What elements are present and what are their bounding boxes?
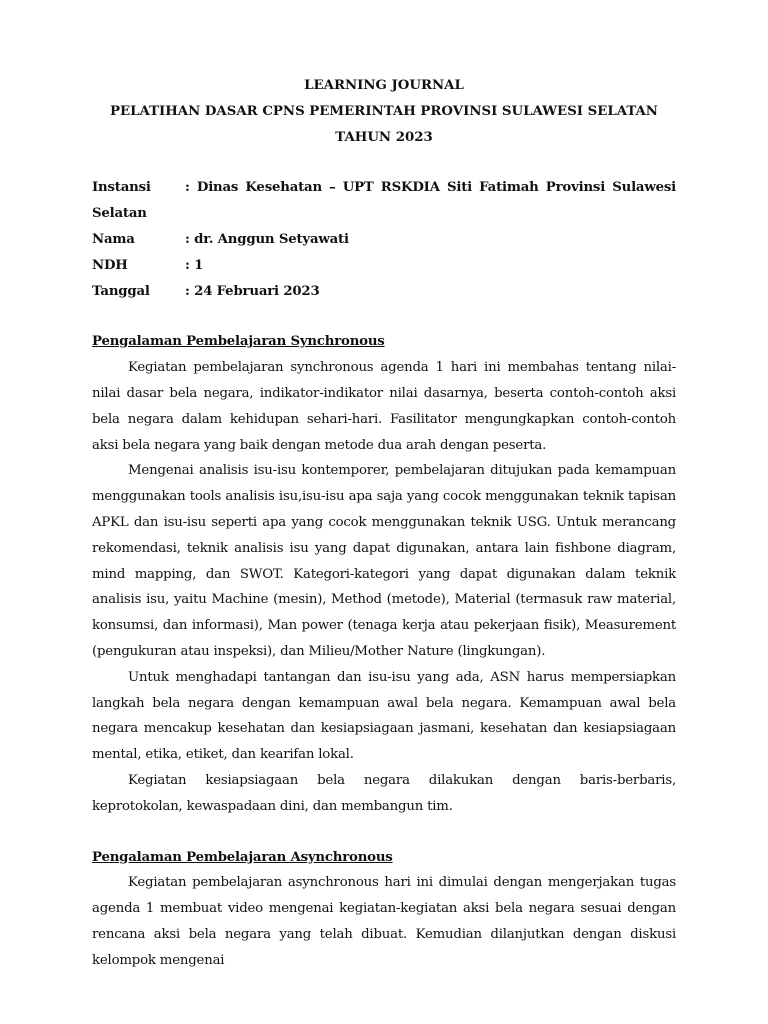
- asynchronous-heading: Pengalaman Pembelajaran Asynchronous: [92, 849, 393, 865]
- synchronous-paragraph-2: Mengenai analisis isu-isu kontemporer, pembelajaran ditujukan pada kemampuan menggunakan tools analisis isu,isu-isu apa saja yang cocok menggunakan teknik tapisan APKL dan isu-isu seperti apa yang cocok menggunakan teknik USG. Untuk merancang rekomendasi, teknik analisis isu yang dapat digunakan, antara lain fishbone diagram, mind mapping, dan SWOT. Kategori-kategori yang dapat digunakan dalam teknik analisis isu, yaitu Machine (mesin), Method (metode), Material (termasuk raw material, konsumsi, dan informasi), Man power (tenaga kerja atau pekerjaan fisik), Measurement (pengukuran atau inspeksi), dan Milieu/Mother Nature (lingkungan).: [92, 463, 676, 659]
- instansi-label: Instansi: [92, 180, 151, 196]
- instansi-row: [92, 175, 676, 201]
- synchronous-paragraph-1: Kegiatan pembelajaran synchronous agenda 1 hari ini membahas tentang nilai-nilai dasar bela negara, indikator-indikator nilai dasarnya, beserta contoh-contoh aksi bela negara dalam kehidupan sehari-hari. Fasilitator mengungkapkan contoh-contoh aksi bela negara yang baik dengan metode dua arah dengan peserta.: [92, 360, 676, 453]
- tanggal-label: Tanggal: [92, 283, 150, 299]
- synchronous-heading: Pengalaman Pembelajaran Synchronous: [92, 334, 385, 350]
- tanggal-value: : 24 Februari 2023: [185, 283, 320, 299]
- nama-row: [92, 227, 676, 253]
- nama-label: Nama: [92, 231, 135, 247]
- ndh-label: NDH: [92, 257, 128, 273]
- title-block: [92, 73, 676, 150]
- ndh-row: [92, 253, 676, 279]
- document-title: LEARNING JOURNAL: [304, 78, 464, 93]
- tanggal-row: [92, 279, 676, 305]
- document-year: TAHUN 2023: [335, 129, 433, 145]
- nama-value: : dr. Anggun Setyawati: [185, 231, 349, 247]
- asynchronous-paragraph-1: Kegiatan pembelajaran asynchronous hari ini dimulai dengan mengerjakan tugas agenda 1 membuat video mengenai kegiatan-kegiatan aksi bela negara sesuai dengan rencana aksi bela negara yang telah dibuat. Kemudian dilanjutkan dengan diskusi kelompok mengenai: [92, 875, 676, 968]
- instansi-value: : Dinas Kesehatan – UPT RSKDIA Siti Fatimah Provinsi Sulawesi: [185, 180, 676, 196]
- synchronous-paragraph-3: Untuk menghadapi tantangan dan isu-isu yang ada, ASN harus mempersiapkan langkah bela negara dengan kemampuan awal bela negara. Kemampuan awal bela negara mencakup kesehatan dan kesiapsiagaan jasmani, kesehatan dan kesiapsiagaan mental, etika, etiket, dan kearifan lokal.: [92, 669, 676, 763]
- synchronous-paragraph-4: Kegiatan kesiapsiagaan bela negara dilakukan dengan baris-berbaris, keprotokolan, kewaspadaan dini, dan membangun tim.: [92, 772, 676, 814]
- identity-block: [92, 175, 676, 304]
- instansi-value-continued: Selatan: [92, 206, 147, 222]
- document-subtitle: PELATIHAN DASAR CPNS PEMERINTAH PROVINSI SULAWESI SELATAN: [110, 103, 658, 119]
- document-page: [92, 73, 676, 974]
- ndh-value: : 1: [185, 257, 204, 273]
